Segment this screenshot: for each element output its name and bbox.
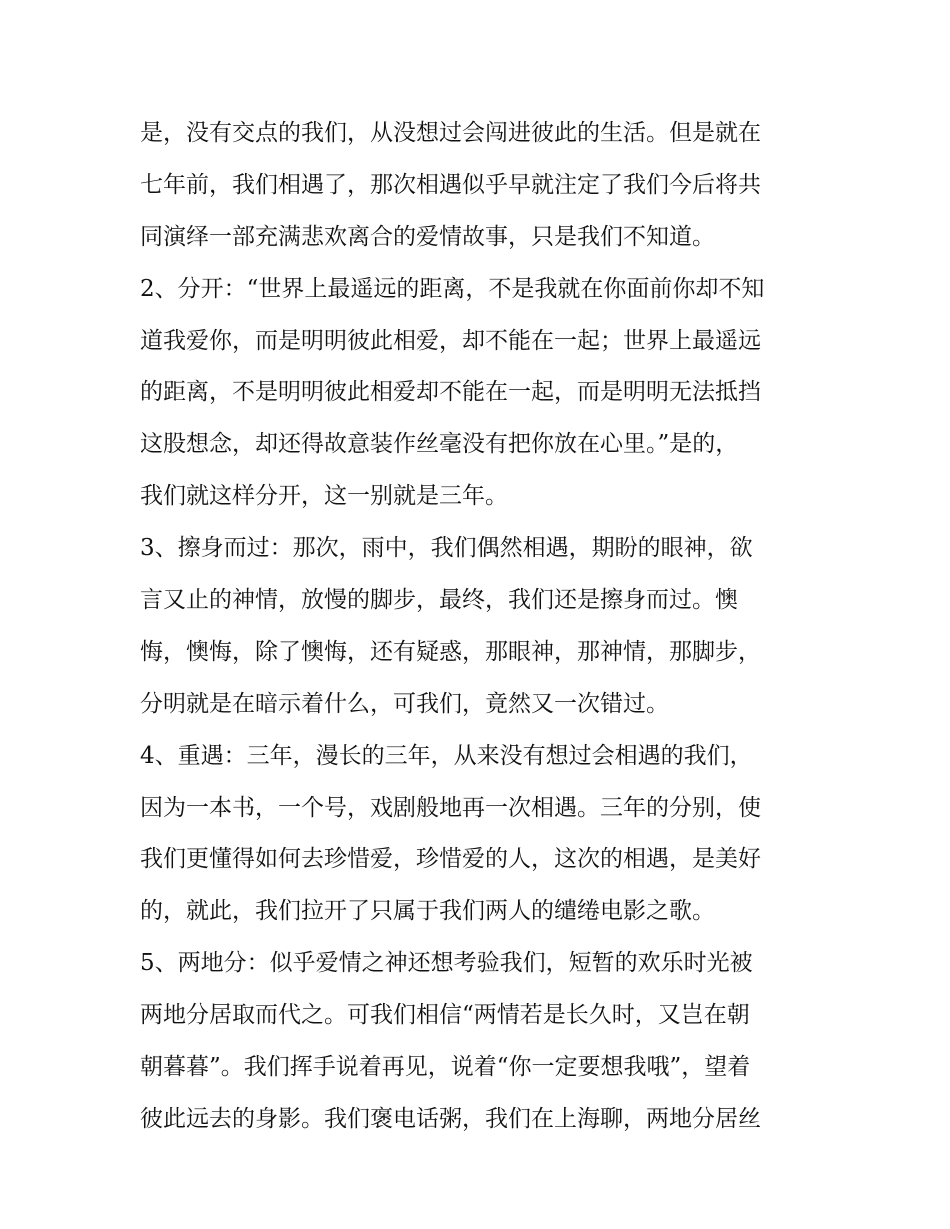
text-line: 七年前，我们相遇了，那次相遇似乎早就注定了我们今后将共 [140,171,761,198]
text-line: 因为一本书，一个号，戏剧般地再一次相遇。三年的分别，使 [140,794,761,821]
text-line: 我们就这样分开，这一别就是三年。 [140,483,508,510]
text-line: 朝暮暮”。我们挥手说着再见，说着“你一定要想我哦”，望着 [140,1054,751,1081]
text-line: 我们更懂得如何去珍惜爱，珍惜爱的人，这次的相遇，是美好 [140,846,761,873]
text-line: 悔，懊悔，除了懊悔，还有疑惑，那眼神，那神情，那脚步， [140,638,761,665]
text-line: 这股想念，却还得故意装作丝毫没有把你放在心里。”是的， [140,431,739,458]
text-line: 是，没有交点的我们，从没想过会闯进彼此的生活。但是就在 [140,120,761,146]
text-line: 言又止的神情，放慢的脚步，最终，我们还是擦身而过。懊 [140,587,738,614]
text-line: 同演绎一部充满悲欢离合的爱情故事，只是我们不知道。 [140,223,715,250]
text-line: 的距离，不是明明彼此相爱却不能在一起，而是明明无法抵挡 [140,379,761,406]
text-line: 5、两地分：似乎爱情之神还想考验我们，短暂的欢乐时光被 [140,950,753,977]
text-line: 道我爱你，而是明明彼此相爱，却不能在一起；世界上最遥远 [140,327,761,354]
text-line: 的，就此，我们拉开了只属于我们两人的缱绻电影之歌。 [140,898,715,925]
text-line: 彼此远去的身影。我们褒电话粥，我们在上海聊，两地分居丝 [140,1105,761,1132]
text-line: 两地分居取而代之。可我们相信“两情若是长久时，又岂在朝 [140,1002,750,1029]
text-line: 3、擦身而过：那次，雨中，我们偶然相遇，期盼的眼神，欲 [140,535,753,562]
text-line: 4、重遇：三年，漫长的三年，从来没有想过会相遇的我们， [140,742,753,769]
text-line: 分明就是在暗示着什么，可我们，竟然又一次错过。 [140,690,669,717]
text-line: 2、分开：“世界上最遥远的距离，不是我就在你面前你却不知 [140,275,765,302]
body-text [140,108,820,1146]
